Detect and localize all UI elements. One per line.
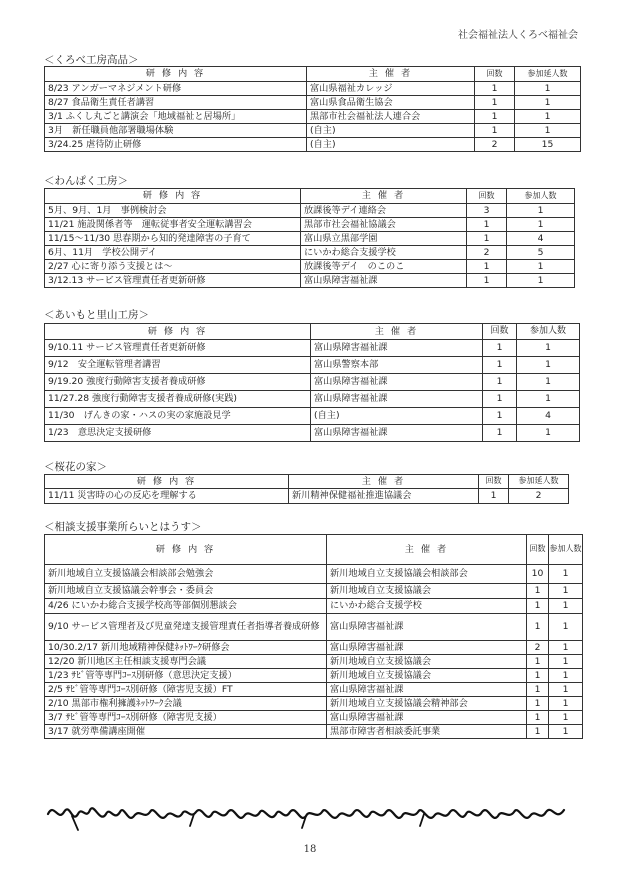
cell-count: 1 xyxy=(483,357,517,374)
cell-count: 1 xyxy=(527,725,549,739)
cell-participants: 1 xyxy=(517,357,580,374)
table-header-row xyxy=(45,475,569,489)
cell-content: 9/19.20 強度行動障害支援者養成研修 xyxy=(45,374,311,391)
cell-content: 8/23 アンガーマネジメント研修 xyxy=(45,82,307,96)
header-count: 回数 xyxy=(479,475,509,489)
table-row xyxy=(45,391,580,408)
table-row xyxy=(45,232,575,246)
cell-count: 2 xyxy=(467,246,507,260)
cell-participants: 1 xyxy=(517,391,580,408)
cell-participants: 1 xyxy=(549,669,583,683)
table-header-row xyxy=(45,67,581,82)
table-row xyxy=(45,124,581,138)
cell-organizer: 富山県立黒部学園 xyxy=(301,232,467,246)
header-content: 研 修 内 容 xyxy=(45,67,307,82)
table-row xyxy=(45,683,583,697)
cell-content: 11/15～11/30 思春期から知的発達障害の子育て xyxy=(45,232,301,246)
cell-content: 12/20 新川地区主任相談支援専門会議 xyxy=(45,655,327,669)
table-header-row xyxy=(45,189,575,204)
cell-content: 10/30.2/17 新川地域精神保健ﾈｯﾄﾜｰｸ研修会 xyxy=(45,641,327,655)
cell-content: 3/7 ｻﾋﾞ管等専門ｺｰｽ別研修（障害児支援） xyxy=(45,711,327,725)
header-count: 回数 xyxy=(527,535,549,565)
training-table-kurobe-koubou xyxy=(44,66,581,152)
cell-count: 3 xyxy=(467,204,507,218)
header-participants: 参加人数 xyxy=(507,189,575,204)
section-title-ouka-no-ie: ＜桜花の家＞ xyxy=(44,461,107,473)
cell-participants: 1 xyxy=(507,218,575,232)
header-content: 研 修 内 容 xyxy=(45,475,289,489)
table-row xyxy=(45,725,583,739)
training-table-wanpaku-koubou xyxy=(44,188,575,288)
cell-organizer: にいかわ総合支援学校 xyxy=(301,246,467,260)
table-row xyxy=(45,138,581,152)
header-count: 回数 xyxy=(483,324,517,340)
cell-content: 2/10 黒部市権利擁護ﾈｯﾄﾜｰｸ会議 xyxy=(45,697,327,711)
cell-content: 3/1 ふくし丸ごと講演会「地域福祉と居場所」 xyxy=(45,110,307,124)
cell-count: 1 xyxy=(467,218,507,232)
cell-count: 1 xyxy=(467,232,507,246)
table-row xyxy=(45,565,583,584)
table-row xyxy=(45,599,583,614)
cell-content: 6月、11月 学校公開デイ xyxy=(45,246,301,260)
cell-content: 2/27 心に寄り添う支援とは～ xyxy=(45,260,301,274)
cell-count: 1 xyxy=(527,697,549,711)
cell-organizer: 富山県障害福祉課 xyxy=(311,425,483,442)
cell-organizer: にいかわ総合支援学校 xyxy=(327,599,527,614)
cell-organizer: 新川精神保健福祉推進協議会 xyxy=(289,489,479,504)
cell-content: 1/23 ｻﾋﾞ管等専門ｺｰｽ別研修（意思決定支援） xyxy=(45,669,327,683)
table-header-row xyxy=(45,535,583,565)
cell-organizer: 新川地域自立支援協議会 xyxy=(327,669,527,683)
header-participants: 参加延人数 xyxy=(509,475,569,489)
cell-participants: 1 xyxy=(549,725,583,739)
cell-participants: 5 xyxy=(507,246,575,260)
cell-participants: 4 xyxy=(507,232,575,246)
header-organizer: 主 催 者 xyxy=(327,535,527,565)
section-title-wanpaku-koubou: ＜わんぱく工房＞ xyxy=(44,175,128,187)
training-table-ouka-no-ie xyxy=(44,474,569,504)
cell-participants: 1 xyxy=(549,584,583,599)
cell-count: 1 xyxy=(479,489,509,504)
cell-participants: 1 xyxy=(515,110,581,124)
table-row xyxy=(45,340,580,357)
cell-count: 1 xyxy=(483,425,517,442)
cell-participants: 1 xyxy=(515,96,581,110)
table-row xyxy=(45,669,583,683)
cell-content: 3/12.13 サービス管理責任者更新研修 xyxy=(45,274,301,288)
table-row xyxy=(45,218,575,232)
cell-participants: 1 xyxy=(549,614,583,641)
handwritten-signature xyxy=(44,794,584,834)
table-row xyxy=(45,260,575,274)
table-header-row xyxy=(45,324,580,340)
cell-participants: 1 xyxy=(507,260,575,274)
cell-participants: 1 xyxy=(549,565,583,584)
cell-participants: 1 xyxy=(549,697,583,711)
cell-participants: 1 xyxy=(517,374,580,391)
table-row xyxy=(45,711,583,725)
cell-content: 1/23 意思決定支援研修 xyxy=(45,425,311,442)
cell-organizer: 富山県障害福祉課 xyxy=(327,683,527,697)
cell-content: 新川地域自立支援協議会幹事会・委員会 xyxy=(45,584,327,599)
header-participants: 参加人数 xyxy=(549,535,583,565)
header-count: 回数 xyxy=(467,189,507,204)
cell-participants: 1 xyxy=(549,599,583,614)
header-content: 研 修 内 容 xyxy=(45,189,301,204)
cell-count: 1 xyxy=(527,599,549,614)
page-number: 18 xyxy=(303,844,317,855)
cell-participants: 1 xyxy=(549,711,583,725)
cell-organizer: 富山県食品衛生協会 xyxy=(307,96,475,110)
cell-content: 3/17 就労準備講座開催 xyxy=(45,725,327,739)
cell-content: 5月、9月、1月 事例検討会 xyxy=(45,204,301,218)
cell-content: 8/27 食品衛生責任者講習 xyxy=(45,96,307,110)
cell-participants: 1 xyxy=(517,425,580,442)
cell-organizer: 富山県障害福祉課 xyxy=(311,391,483,408)
cell-organizer: 富山県警察本部 xyxy=(311,357,483,374)
section-title-light-house: ＜相談支援事業所らいとはうす＞ xyxy=(44,521,202,533)
cell-count: 1 xyxy=(483,391,517,408)
cell-count: 1 xyxy=(475,96,515,110)
cell-participants: 1 xyxy=(517,340,580,357)
cell-count: 1 xyxy=(475,82,515,96)
table-row xyxy=(45,614,583,641)
header-organizer: 主 催 者 xyxy=(301,189,467,204)
cell-organizer: 放課後等デイ連絡会 xyxy=(301,204,467,218)
cell-count: 1 xyxy=(475,124,515,138)
cell-content: 4/26 にいかわ総合支援学校高等部個別懇談会 xyxy=(45,599,327,614)
header-participants: 参加延人数 xyxy=(515,67,581,82)
cell-participants: 1 xyxy=(507,274,575,288)
table-row xyxy=(45,641,583,655)
cell-count: 1 xyxy=(475,110,515,124)
cell-organizer: 黒部市障害者相談委託事業 xyxy=(327,725,527,739)
cell-content: 9/10 サービス管理者及び児童発達支援管理責任者指導者養成研修 xyxy=(45,614,327,641)
cell-count: 1 xyxy=(527,655,549,669)
header-organizer: 主 催 者 xyxy=(311,324,483,340)
training-table-aimoto-satoyama xyxy=(44,323,580,442)
header-content: 研 修 内 容 xyxy=(45,324,311,340)
cell-organizer: (自主) xyxy=(311,408,483,425)
header-participants: 参加人数 xyxy=(517,324,580,340)
cell-organizer: 富山県障害福祉課 xyxy=(301,274,467,288)
cell-content: 11/30 げんきの家・ハスの実の家施設見学 xyxy=(45,408,311,425)
cell-count: 1 xyxy=(467,260,507,274)
table-row xyxy=(45,584,583,599)
cell-organizer: 富山県障害福祉課 xyxy=(311,374,483,391)
cell-organizer: 放課後等デイ のこのこ xyxy=(301,260,467,274)
table-row xyxy=(45,655,583,669)
cell-count: 2 xyxy=(475,138,515,152)
training-table-light-house xyxy=(44,534,583,739)
cell-count: 1 xyxy=(527,669,549,683)
section-title-aimoto-satoyama: ＜あいもと里山工房＞ xyxy=(44,309,149,321)
cell-organizer: 新川地域自立支援協議会相談部会 xyxy=(327,565,527,584)
section-title-kurobe-koubou: ＜くろべ工房高品＞ xyxy=(44,54,139,66)
cell-organizer: 新川地域自立支援協議会 xyxy=(327,655,527,669)
table-row xyxy=(45,489,569,504)
cell-participants: 1 xyxy=(515,124,581,138)
header-organizer: 主 催 者 xyxy=(289,475,479,489)
cell-count: 2 xyxy=(527,641,549,655)
cell-organizer: (自主) xyxy=(307,138,475,152)
table-row xyxy=(45,110,581,124)
header-content: 研 修 内 容 xyxy=(45,535,327,565)
cell-content: 2/5 ｻﾋﾞ管等専門ｺｰｽ別研修（障害児支援）FT xyxy=(45,683,327,697)
cell-count: 1 xyxy=(483,340,517,357)
cell-count: 1 xyxy=(483,374,517,391)
header-organizer: 主 催 者 xyxy=(307,67,475,82)
cell-content: 新川地域自立支援協議会相談部会勉強会 xyxy=(45,565,327,584)
table-row xyxy=(45,697,583,711)
cell-organizer: 富山県障害福祉課 xyxy=(327,641,527,655)
cell-participants: 1 xyxy=(549,655,583,669)
table-row xyxy=(45,357,580,374)
cell-organizer: 富山県障害福祉課 xyxy=(311,340,483,357)
cell-organizer: 富山県障害福祉課 xyxy=(327,614,527,641)
table-row xyxy=(45,274,575,288)
cell-content: 3月 新任職員他部署職場体験 xyxy=(45,124,307,138)
cell-participants: 15 xyxy=(515,138,581,152)
cell-count: 1 xyxy=(483,408,517,425)
table-row xyxy=(45,82,581,96)
table-row xyxy=(45,96,581,110)
header-count: 回数 xyxy=(475,67,515,82)
cell-content: 11/27.28 強度行動障害支援者養成研修(実践) xyxy=(45,391,311,408)
cell-participants: 4 xyxy=(517,408,580,425)
cell-organizer: 富山県福祉カレッジ xyxy=(307,82,475,96)
cell-content: 9/10.11 サービス管理責任者更新研修 xyxy=(45,340,311,357)
cell-participants: 1 xyxy=(507,204,575,218)
cell-organizer: 新川地域自立支援協議会 xyxy=(327,584,527,599)
cell-count: 1 xyxy=(527,584,549,599)
org-header: 社会福祉法人くろべ福祉会 xyxy=(458,30,578,41)
cell-organizer: 黒部市社会福祉法人連合会 xyxy=(307,110,475,124)
cell-organizer: (自主) xyxy=(307,124,475,138)
cell-participants: 1 xyxy=(515,82,581,96)
cell-participants: 2 xyxy=(509,489,569,504)
cell-organizer: 新川地域自立支援協議会精神部会 xyxy=(327,697,527,711)
cell-organizer: 富山県障害福祉課 xyxy=(327,711,527,725)
cell-count: 1 xyxy=(467,274,507,288)
cell-count: 1 xyxy=(527,683,549,697)
cell-count: 10 xyxy=(527,565,549,584)
cell-count: 1 xyxy=(527,614,549,641)
cell-participants: 1 xyxy=(549,683,583,697)
cell-content: 11/11 災害時の心の反応を理解する xyxy=(45,489,289,504)
table-row xyxy=(45,204,575,218)
cell-organizer: 黒部市社会福祉協議会 xyxy=(301,218,467,232)
table-row xyxy=(45,246,575,260)
table-row xyxy=(45,408,580,425)
cell-content: 9/12 安全運転管理者講習 xyxy=(45,357,311,374)
cell-content: 3/24.25 虐待防止研修 xyxy=(45,138,307,152)
table-row xyxy=(45,374,580,391)
table-row xyxy=(45,425,580,442)
cell-participants: 1 xyxy=(549,641,583,655)
cell-count: 1 xyxy=(527,711,549,725)
cell-content: 11/21 施設関係者等 運転従事者安全運転講習会 xyxy=(45,218,301,232)
